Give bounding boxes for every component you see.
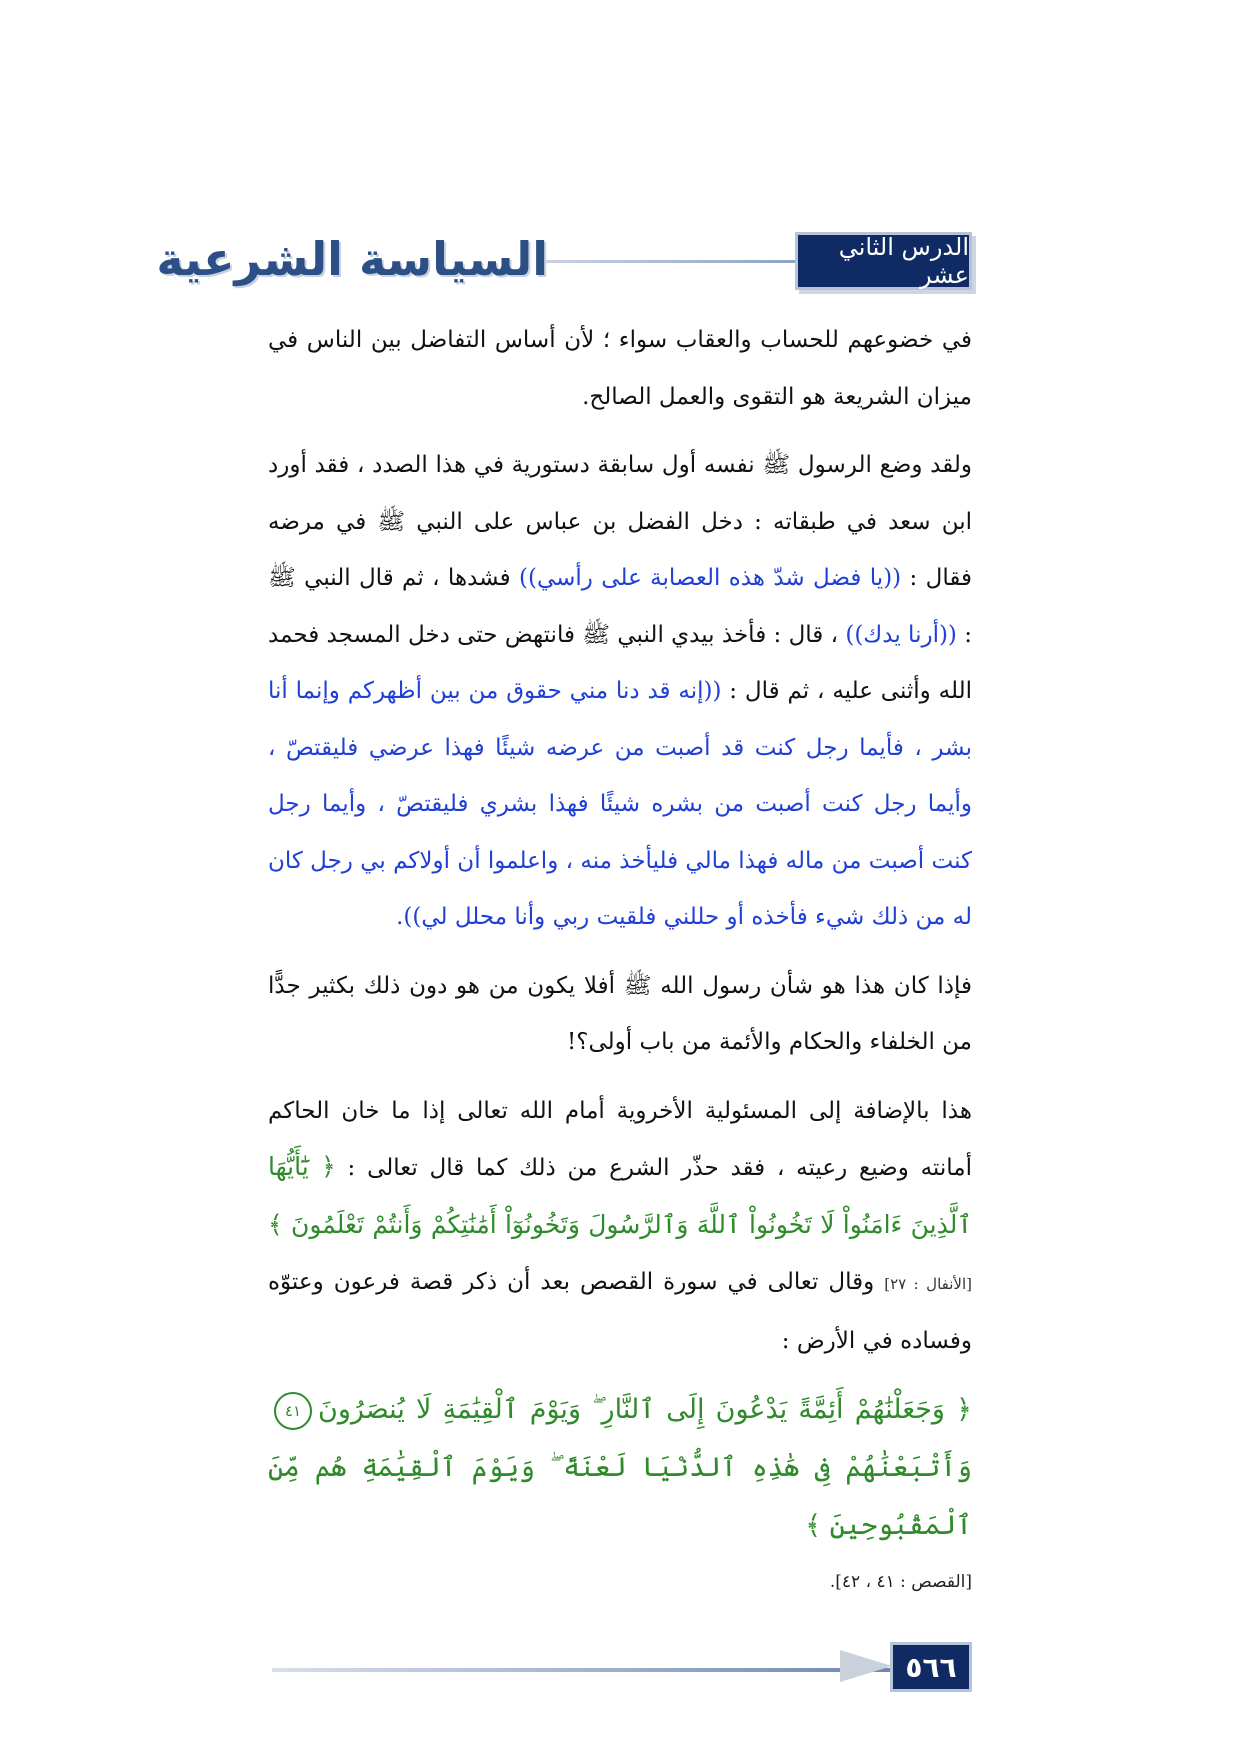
page-number: ٥٦٦ (905, 1650, 957, 1684)
page-number-box (890, 1642, 972, 1692)
book-title: السياسة الشرعية (156, 232, 548, 286)
paragraph-3 (268, 958, 972, 1071)
page-content (268, 312, 972, 1597)
paragraph-3-text: فإذا كان هذا هو شأن رسول الله ﷺ أفلا يكون من هو دون ذلك بكثير جدًّا من الخلفاء والحكام والأئمة من باب أولى؟! (268, 972, 972, 1055)
quran-verse-qasas-a: ﴿ وَجَعَلْنَٰهُمْ أَئِمَّةً يَدْعُونَ إِلَى ٱلنَّارِ ۖ وَيَوْمَ ٱلْقِيَٰمَةِ لَا يُنصَرُونَ (318, 1394, 972, 1425)
paragraph-1-text: في خضوعهم للحساب والعقاب سواء ؛ لأن أساس التفاضل بين الناس في ميزان الشريعة هو التقوى والعمل الصالح. (268, 327, 972, 410)
quran-verse-anfal: ﴿ يَٰٓأَيُّهَا ٱلَّذِينَ ءَامَنُواْ لَا تَخُونُواْ ٱللَّهَ وَٱلرَّسُولَ وَتَخُونُوٓاْ أَمَٰنَٰتِكُمْ وَأَنتُمْ تَعْلَمُونَ ﴾ (268, 1152, 972, 1239)
paragraph-2-text-c: ، قال : فأخذ بيدي النبي ﷺ فانتهض حتى دخل المسجد فحمد الله وأثنى عليه ، ثم قال : (268, 621, 972, 704)
quran-verse-qasas-b: وَأَتْبَعْنَٰهُمْ فِى هَٰذِهِ ٱلدُّنْيَا لَعْنَةً ۖ وَيَوْمَ ٱلْقِيَٰمَةِ هُم مِّنَ ٱلْمَقْبُوحِينَ ﴾ (268, 1452, 972, 1541)
hadith-quote-2: ((أرنا يدك)) (845, 621, 957, 648)
hadith-quote-3: ((إنه قد دنا مني حقوق من بين أظهركم وإنما أنا بشر ، فأيما رجل كنت قد أصبت من عرضه شيئًا فهذا عرضي فليقتصّ ، وأيما رجل كنت أصبت من بشره شيئًا فهذا بشري فليقتصّ ، وأيما رجل كنت أصبت من ماله فهذا مالي فليأخذ منه ، واعلموا أن أولاكم بي رجل كان له من ذلك شيء فأخذه أو حللني فلقيت ربي وأنا محلل لي)). (268, 678, 972, 930)
verse-reference-qasas: [القصص : ٤١ ، ٤٢]. (829, 1572, 972, 1592)
paragraph-2 (268, 437, 972, 946)
verse-reference-anfal: [الأنفال : ٢٧] (884, 1275, 972, 1293)
ayah-number-marker: ٤١ (274, 1392, 312, 1430)
paragraph-1 (268, 312, 972, 425)
lesson-label: الدرس الثاني عشر (838, 233, 969, 289)
header-rule (540, 260, 795, 263)
paragraph-4-text-a: هذا بالإضافة إلى المسئولية الأخروية أمام الله تعالى إذا ما خان الحاكم أمانته وضيع رعيته ، فقد حذّر الشرع من ذلك كما قال تعالى : (268, 1097, 972, 1181)
hadith-quote-1: ((يا فضل شدّ هذه العصابة على رأسي)) (519, 565, 902, 591)
footer-rule (272, 1668, 892, 1672)
quran-verse-qasas (268, 1381, 972, 1555)
paragraph-4 (268, 1083, 972, 1370)
lesson-label-box (795, 232, 972, 290)
paragraph-4-text-b: وقال تعالى في سورة القصص بعد أن ذكر قصة فرعون وعتوّه وفساده في الأرض : (268, 1269, 972, 1354)
paragraph-2-text-b: فشدها ، ثم قال النبي ﷺ : (268, 565, 972, 648)
footer-wedge (840, 1650, 892, 1682)
paragraph-2-text-a: ولقد وضع الرسول ﷺ نفسه أول سابقة دستورية في هذا الصدد ، فقد أورد ابن سعد في طبقاته : دخل الفضل بن عباس على النبي ﷺ في مرضه فقال : (268, 452, 972, 591)
